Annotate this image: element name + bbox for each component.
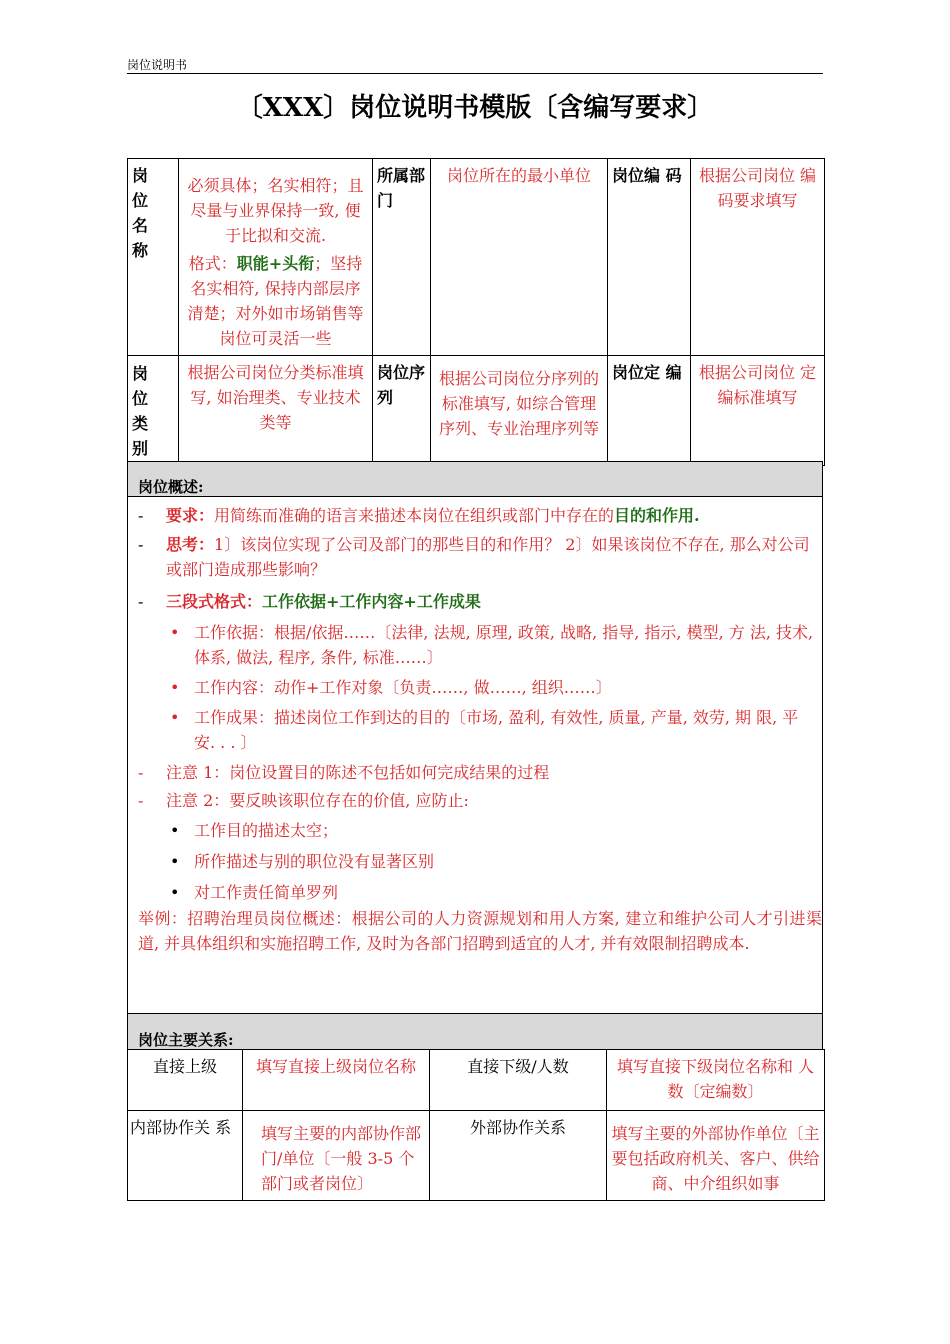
direct-superior-value: 填写直接上级岗位名称: [243, 1050, 430, 1111]
post-name-value: 必须具体；名实相符；且 尽量与业界保持一致, 便 于比拟和交流. 格式：职能+头衔；坚持名实相符, 保持内部层序清楚；对外如市场销售等岗位可灵活一些: [179, 159, 373, 356]
post-quota-value: 根据公司岗位 定编标准填写: [691, 356, 825, 466]
post-type-label: 岗 位 类 别: [128, 356, 179, 466]
post-name-label: 岗 位 名 称: [128, 159, 179, 356]
overview-section: - 要求：用简练而准确的语言来描述本岗位在组织或部门中存在的目的和作用. - 思考：1〕该岗位实现了公司及部门的那些目的和作用？ 2〕如果该岗位不存在, 那么对公司 或部门造成那些影响？ - 三段式格式：工作依据+工作内容+工作成果 • 工作依据：根据/依据……〔法律, 法规, 原理, 政策, 战略, 指导, 指示, 模型, 方 法, 技术, 体系, 做法, 程序, 条件, 标准……〕 • 工作内容：动作+工作对象〔负责……, 做……, 组织……〕 • 工作成果：描述岗位工作到达的目的〔市场, 盈利, 有效性, 质量, 产量, 效劳, 期 限, 平安. . . 〕 - 注意 1：岗位设置目的陈述不包括如何完成结果的过程 - 注意 2：要反映该职位存在的价值, 应防止: • 工作目的描述太空； • 所作描述与别的职位没有显著区别 • 对工作责任简单罗列 举例：招聘治理员岗位概述：根据公司的人力资源规划和用人方案, 建立和维护公司人才引进渠道, 并具体组织和实施招聘工作, 及时为各部门招聘到适宜的人才, 并有效限制招聘成本.: [127, 496, 823, 1014]
internal-cooperation-value: 填写主要的内部协作部门/单位〔一般 3-5 个部门或者岗位〕: [243, 1111, 430, 1201]
overview-heading: 岗位概述:: [127, 461, 823, 497]
external-cooperation-value: 填写主要的外部协作单位〔主要包括政府机关、客户、供给商、中介组织如事: [607, 1111, 825, 1201]
info-table: [127, 158, 825, 466]
dept-label: 所属部门: [373, 159, 431, 356]
direct-subordinate-value: 填写直接下级岗位名称和 人数〔定编数〕: [607, 1050, 825, 1111]
document-title: 〔XXX〕岗位说明书模版〔含编写要求〕: [236, 93, 714, 123]
header-text: 岗位说明书: [127, 58, 188, 72]
example-paragraph: 举例：招聘治理员岗位概述：根据公司的人力资源规划和用人方案, 建立和维护公司人才引进渠道, 并具体组织和实施招聘工作, 及时为各部门招聘到适宜的人才, 并有效限制招聘成本.: [138, 909, 822, 953]
post-type-value: 根据公司岗位分类标准填写, 如治理类、专业技术类等: [179, 356, 373, 466]
external-cooperation-label: 外部协作关系: [430, 1111, 607, 1201]
post-quota-label: 岗位定 编: [608, 356, 691, 466]
direct-subordinate-label: 直接下级/人数: [430, 1050, 607, 1111]
dept-value: 岗位所在的最小单位: [431, 159, 608, 356]
direct-superior-label: 直接上级: [128, 1050, 243, 1111]
relations-table: [127, 1049, 825, 1201]
post-seq-value: 根据公司岗位分序列的标准填写, 如综合管理序列、专业治理序列等: [431, 356, 608, 466]
page-header: [127, 57, 823, 74]
post-code-value: 根据公司岗位 编码要求填写: [691, 159, 825, 356]
internal-cooperation-label: 内部协作关 系: [128, 1111, 243, 1201]
post-seq-label: 岗位序列: [373, 356, 431, 466]
relations-heading: 岗位主要关系:: [127, 1013, 823, 1050]
post-code-label: 岗位编 码: [608, 159, 691, 356]
